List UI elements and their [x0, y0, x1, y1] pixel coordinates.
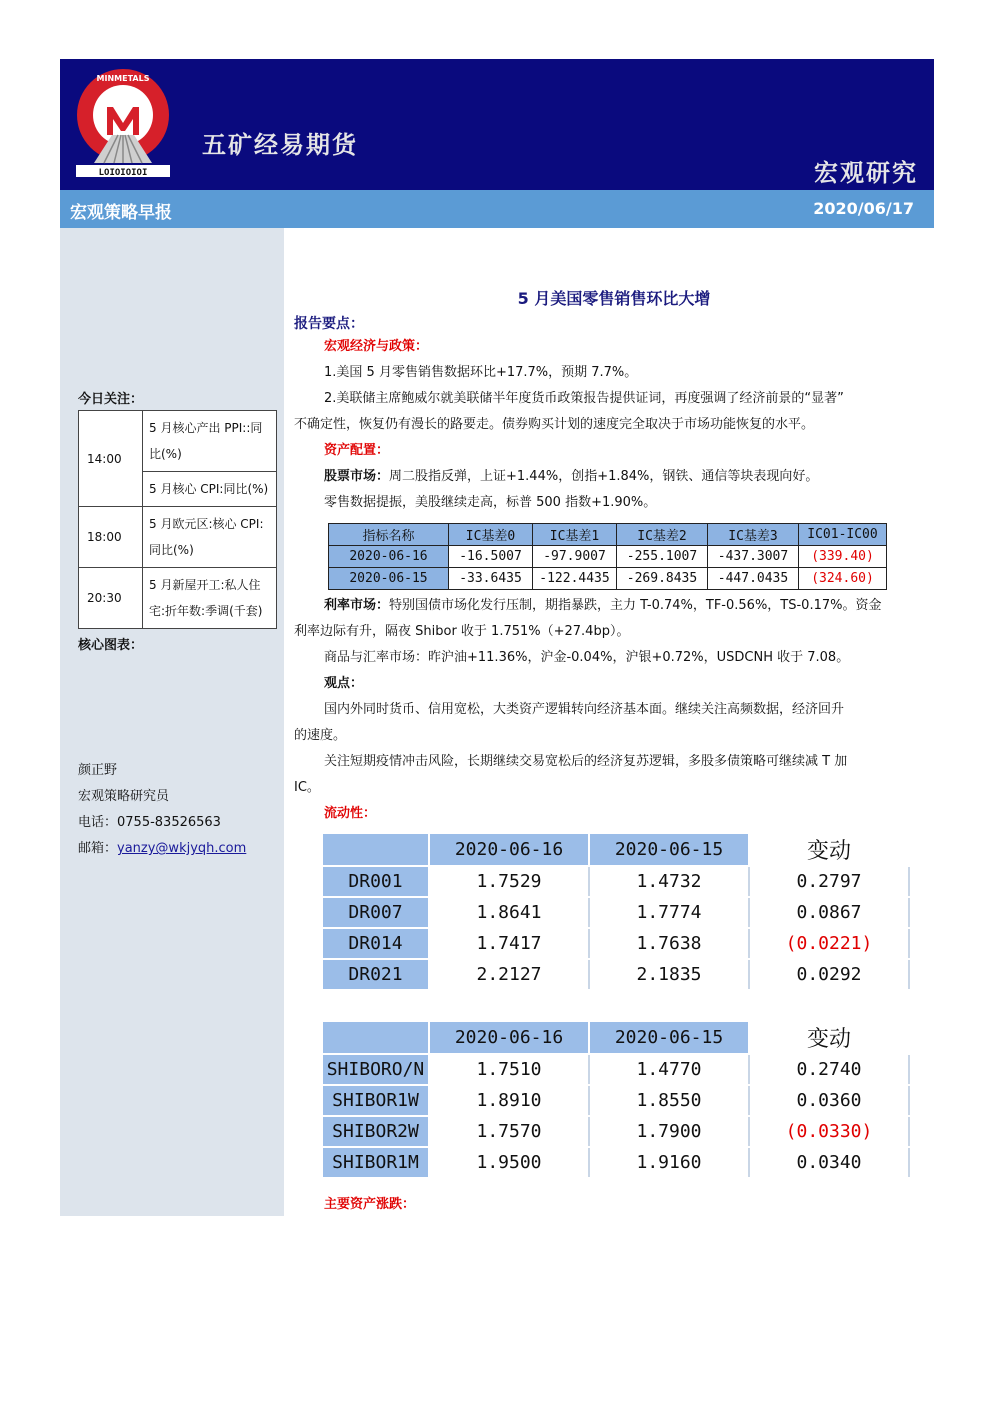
macro-point-1: 1.美国 5 月零售销售数据环比+17.7%，预期 7.7%。 — [324, 365, 638, 380]
table-row — [329, 568, 887, 590]
asset-heading: 资产配置： — [324, 443, 390, 458]
rate-text: 特别国债市场化发行压制，期指暴跌，主力 T-0.74%，TF-0.56%，TS-0.17%。资金 — [389, 598, 882, 613]
table-row — [79, 411, 277, 472]
report-date: 2020/06/17 — [813, 199, 914, 218]
stock-text: 周二股指反弹，上证+1.44%，创指+1.84%，钢铁、通信等块表现向好。 — [389, 469, 819, 484]
stock-label: 股票市场： — [324, 469, 390, 484]
cell: 1.8641 — [429, 897, 589, 928]
cell: 1.7510 — [429, 1054, 589, 1085]
row-label: DR007 — [323, 897, 429, 928]
cell: 1.7529 — [429, 866, 589, 897]
column-header — [323, 834, 429, 866]
event-time: 18:00 — [79, 507, 143, 568]
cell: 1.9500 — [429, 1147, 589, 1178]
table-row — [323, 866, 909, 897]
cell: -447.0435 — [708, 568, 799, 590]
event-time: 20:30 — [79, 568, 143, 629]
cell: 0.0292 — [749, 959, 909, 990]
stock-paragraph — [324, 464, 818, 490]
email-link[interactable]: yanzy@wkjyqh.com — [117, 841, 247, 856]
event-item: 5 月新屋开工:私人住宅:折年数:季调(千套) — [143, 568, 277, 629]
event-item: 5 月欧元区:核心 CPI:同比(%) — [143, 507, 277, 568]
author-name: 颜正野 — [78, 763, 118, 778]
cell: (324.60) — [799, 568, 887, 590]
table-header-row — [329, 524, 887, 546]
view-heading: 观点： — [324, 676, 364, 691]
table-row — [79, 507, 277, 568]
cell: 1.7900 — [589, 1116, 749, 1147]
row-label: DR021 — [323, 959, 429, 990]
table-row — [79, 568, 277, 629]
column-header: 2020-06-16 — [429, 834, 589, 866]
view-1-line1: 国内外同时货币、信用宽松，大类资产逻辑转向经济基本面。继续关注高频数据，经济回升 — [324, 702, 845, 717]
cell: 2020-06-15 — [329, 568, 449, 590]
column-header: 指标名称 — [329, 524, 449, 546]
cell: 0.2740 — [749, 1054, 909, 1085]
author-role: 宏观策略研究员 — [78, 789, 170, 804]
cell: (0.0330) — [749, 1116, 909, 1147]
report-bar — [60, 190, 934, 228]
row-label: SHIBOR1W — [323, 1085, 429, 1116]
report-name: 宏观策略早报 — [70, 203, 172, 223]
cell: -255.1007 — [617, 546, 708, 568]
svg-text:LOIOIOIOI: LOIOIOIOI — [98, 168, 148, 178]
table-row — [329, 546, 887, 568]
cell: (0.0221) — [749, 928, 909, 959]
author-block — [78, 758, 246, 862]
document-title: 5 月美国零售销售环比大增 — [517, 289, 711, 308]
row-label: DR001 — [323, 866, 429, 897]
column-header: IC基差3 — [708, 524, 799, 546]
svg-text:MINMETALS: MINMETALS — [96, 74, 150, 83]
cell: 1.4770 — [589, 1054, 749, 1085]
cell: -437.3007 — [708, 546, 799, 568]
column-header: 变动 — [749, 834, 909, 866]
column-header: IC基差0 — [449, 524, 533, 546]
table-header-row — [323, 834, 909, 866]
table-row — [323, 1085, 909, 1116]
cell: -33.6435 — [449, 568, 533, 590]
cell: 1.8910 — [429, 1085, 589, 1116]
author-email-row — [78, 836, 246, 862]
cell: 1.7774 — [589, 897, 749, 928]
cell: (339.40) — [799, 546, 887, 568]
cell: 2020-06-16 — [329, 546, 449, 568]
row-label: SHIBORO/N — [323, 1054, 429, 1085]
chart-title: 核心图表： — [78, 638, 144, 653]
focus-title: 今日关注： — [78, 392, 144, 407]
macro-point-2-line1: 2.美联储主席鲍威尔就美联储半年度货币政策报告提供证词，再度强调了经济前景的“显著” — [324, 391, 844, 406]
column-header: 2020-06-15 — [589, 834, 749, 866]
liquidity-heading: 流动性： — [324, 806, 377, 821]
row-label: DR014 — [323, 928, 429, 959]
report-points-heading: 报告要点： — [294, 316, 364, 332]
author-phone: 电话：0755-83526563 — [78, 815, 221, 830]
event-time: 14:00 — [79, 411, 143, 507]
view-2-line2: IC。 — [294, 780, 320, 795]
section-name: 宏观研究 — [814, 159, 918, 187]
cell: 1.9160 — [589, 1147, 749, 1178]
table-row — [323, 1147, 909, 1178]
email-label: 邮箱： — [78, 841, 118, 856]
cell: 1.7638 — [589, 928, 749, 959]
row-label: SHIBOR2W — [323, 1116, 429, 1147]
column-header — [323, 1022, 429, 1054]
cell: -97.9007 — [533, 546, 617, 568]
dr-table — [323, 834, 910, 991]
macro-heading: 宏观经济与政策： — [324, 339, 429, 354]
view-2-line1: 关注短期疫情冲击风险，长期继续交易宽松后的经济复苏逻辑，多股多债策略可继续减 T 加 — [324, 754, 848, 769]
cell: -122.4435 — [533, 568, 617, 590]
column-header: 2020-06-15 — [589, 1022, 749, 1054]
page-header — [60, 59, 934, 190]
cell: 0.0867 — [749, 897, 909, 928]
cell: 1.7417 — [429, 928, 589, 959]
column-header: IC基差2 — [617, 524, 708, 546]
rate-paragraph — [324, 593, 881, 619]
column-header: IC基差1 — [533, 524, 617, 546]
stock-paragraph-2: 零售数据提振，美股继续走高，标普 500 指数+1.90%。 — [324, 495, 657, 510]
macro-point-2-line2: 不确定性，恢复仍有漫长的路要走。债券购买计划的速度完全取决于市场功能恢复的水平。 — [294, 417, 815, 432]
cell: 2.2127 — [429, 959, 589, 990]
table-row — [323, 897, 909, 928]
rate-paragraph-line2: 利率边际有升，隔夜 Shibor 收于 1.751%（+27.4bp）。 — [294, 624, 630, 639]
cell: 0.0360 — [749, 1085, 909, 1116]
fx-paragraph: 商品与汇率市场：昨沪油+11.36%，沪金-0.04%，沪银+0.72%，USDCNH 收于 7.08。 — [324, 650, 850, 665]
column-header: 变动 — [749, 1022, 909, 1054]
main-asset-heading: 主要资产涨跌： — [324, 1197, 416, 1212]
event-item: 5 月核心产出 PPI::同比(%) — [143, 411, 277, 472]
view-1-line2: 的速度。 — [294, 728, 347, 743]
table-row — [323, 1116, 909, 1147]
cell: 1.7570 — [429, 1116, 589, 1147]
column-header: 2020-06-16 — [429, 1022, 589, 1054]
shibor-table — [323, 1022, 910, 1179]
focus-table — [78, 410, 277, 629]
table-row — [323, 928, 909, 959]
column-header: IC01-IC00 — [799, 524, 887, 546]
ic-basis-table — [328, 523, 887, 590]
table-row — [323, 959, 909, 990]
company-name: 五矿经易期货 — [202, 131, 358, 159]
table-row — [323, 1054, 909, 1085]
cell: -269.8435 — [617, 568, 708, 590]
cell: 0.2797 — [749, 866, 909, 897]
table-header-row — [323, 1022, 909, 1054]
rate-label: 利率市场： — [324, 598, 390, 613]
event-item: 5 月核心 CPI:同比(%) — [143, 472, 277, 507]
cell: 1.8550 — [589, 1085, 749, 1116]
row-label: SHIBOR1M — [323, 1147, 429, 1178]
cell: -16.5007 — [449, 546, 533, 568]
sidebar — [60, 228, 284, 1216]
minmetals-logo — [74, 67, 172, 179]
cell: 2.1835 — [589, 959, 749, 990]
cell: 0.0340 — [749, 1147, 909, 1178]
cell: 1.4732 — [589, 866, 749, 897]
